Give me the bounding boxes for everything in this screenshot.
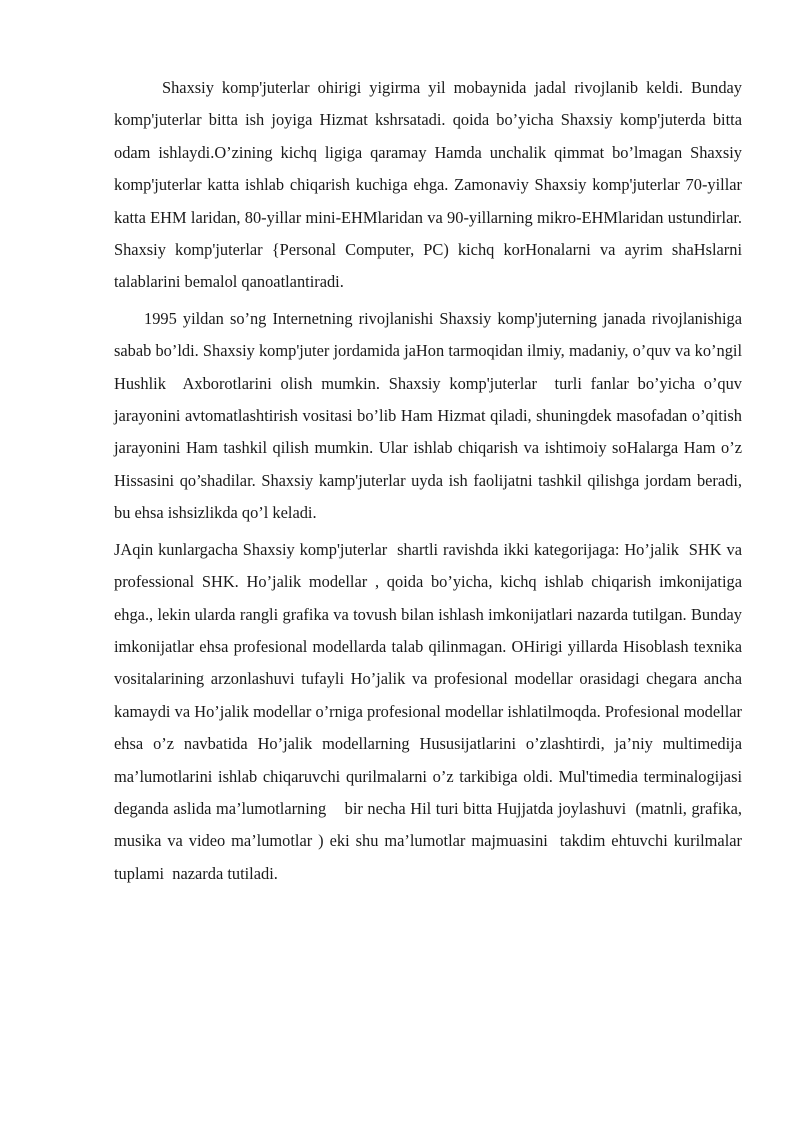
paragraph-1: Shaxsiy komp'juterlar ohirigi yigirma yil mobaynida jadal rivojlanib keldi. Bunday komp'juterlar bitta ish joyiga Hizmat kshrsatadi. qoida bo’yicha Shaxsiy komp'juterda bitta odam ishlaydi.O’zining kichq ligiga qaramay Hamda unchalik qimmat bo’lmagan Shaxsiy komp'juterlar katta ishlab chiqarish kuchiga ehga. Zamonaviy Shaxsiy komp'juterlar 70-yillar katta EHM laridan, 80-yillar mini-EHMlaridan va 90-yillarning mikro-EHMlaridan ustundirlar. Shaxsiy komp'juterlar {Personal Computer, PC) kichq korHonalarni va ayrim shaHslarni talablarini bemalol qanoatlantiradi. bbox=[114, 78, 747, 292]
paragraph-3: JAqin kunlargacha Shaxsiy komp'juterlar shartli ravishda ikki kategorijaga: Ho’jalik SHK va professional SHK. Ho’jalik modellar , qoida bo’yicha, kichq ishlab chiqarish imkonijatiga ehga., lekin ularda rangli grafika va tovush bilan ishlash imkonijatlari nazarda tutilgan. Bunday imkonijatlar ehsa profesional modellarda talab qilinmagan. OHirigi yillarda Hisoblash texnika vositalarining arzonlashuvi tufayli Ho’jalik va profesional modellar orasidagi chegara ancha kamaydi va Ho’jalik modellar o’rniga profesional modellar ishlatilmoqda. Profesional modellar ehsa o’z navbatida Ho’jalik modellarning Hususijatlarini o’zlashtirdi, ja’niy multimedija ma’lumotlarini ishlab chiqaruvchi qurilmalarni o’z tarkibiga oldi. Mul'timedia terminalogijasi deganda aslida ma’lumotlarning bir necha Hil turi bitta Hujjatda joylashuvi (matnli, grafika, musika va video ma’lumotlar ) eki shu ma’lumotlar majmuasini takdim ehtuvchi kurilmalar tuplami nazarda tutiladi. bbox=[114, 539, 747, 883]
paragraph-2: 1995 yildan so’ng Internetning rivojlanishi Shaxsiy komp'juterning janada rivojlanishiga sabab bo’ldi. Shaxsiy komp'juter jordamida jaHon tarmoqidan ilmiy, madaniy, o’quv va ko’ngil Hushlik Axborotlarini olish mumkin. Shaxsiy komp'juterlar turli fanlar bo’yicha o’quv jarayonini avtomatlashtirish vositasi bo’lib Ham Hizmat qiladi, shuningdek masofadan o’qitish jarayonini Ham tashkil qilish mumkin. Ular ishlab chiqarish va ishtimoiy soHalarga Ham o’z Hissasini qo’shadilar. Shaxsiy kamp'juterlar uyda ish faolijatni tashkil qilishga jordam beradi, bu ehsa ishsizlikda qo’l keladi. bbox=[114, 308, 747, 523]
document-page bbox=[114, 72, 747, 890]
